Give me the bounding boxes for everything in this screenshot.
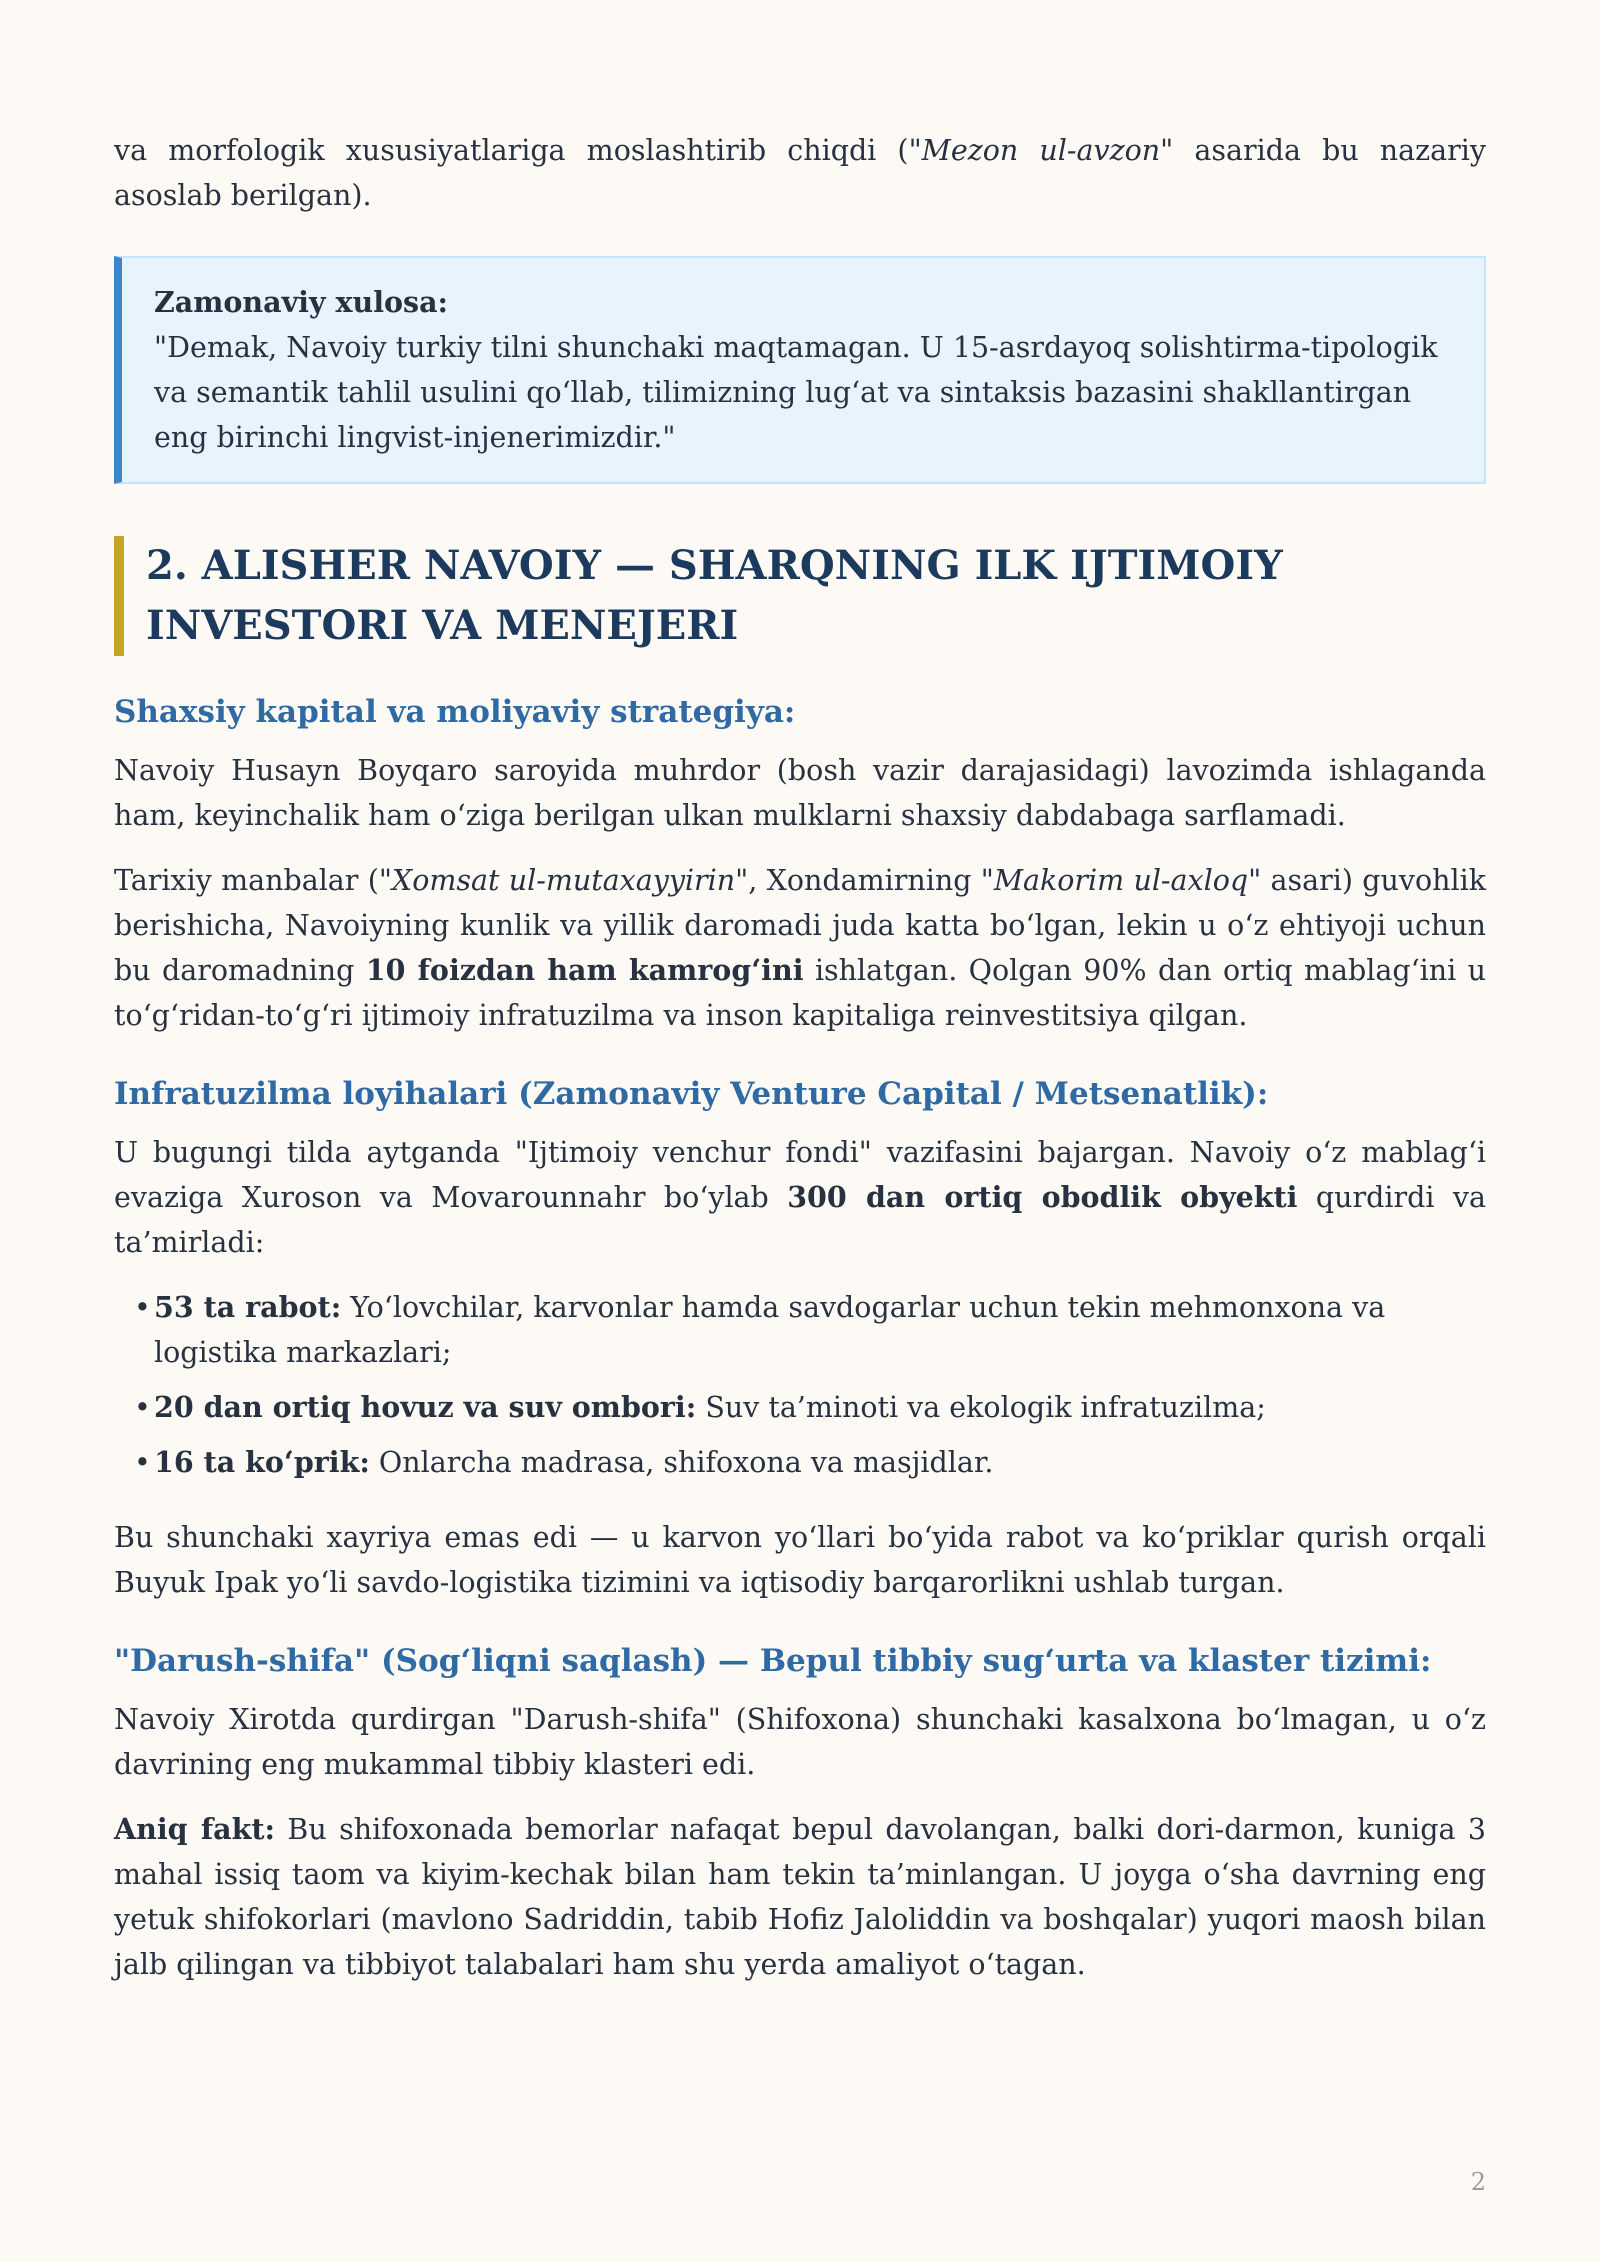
intro-paragraph: va morfologik xususiyatlariga moslashtirib chiqdi ("Mezon ul-avzon" asarida bu nazariy asoslab berilgan).: [114, 134, 1486, 212]
bullet-icon: •: [134, 1391, 151, 1424]
subheading-infrastructure: Infratuzilma loyihalari (Zamonaviy Venture Capital / Metsenatlik):: [114, 1076, 1269, 1112]
page-number: 2: [1470, 2168, 1486, 2196]
section-heading: 2. ALISHER NAVOIY — SHARQNING ILK IJTIMOIY INVESTORI VA MENEJERI: [114, 536, 1486, 656]
conclusion-callout: [114, 256, 1486, 484]
paragraph: Tarixiy manbalar ("Xomsat ul-mutaxayyirin", Xondamirning "Makorim ul-axloq" asari) guvohlik berishicha, Navoiyning kunlik va yillik daromadi juda katta bo‘lgan, lekin u o‘z ehtiyoji uchun bu daromadning 10 foizdan ham kamrog‘ini ishlatgan. Qolgan 90% dan ortiq mablag‘ini u to‘g‘ridan-to‘g‘ri ijtimoiy infratuzilma va inson kapitaliga reinvestitsiya qilgan.: [114, 864, 1486, 1032]
paragraph: Aniq fakt: Bu shifoxonada bemorlar nafaqat bepul davolangan, balki dori-darmon, kuniga 3 mahal issiq taom va kiyim-kechak bilan ham tekin ta’minlangan. U joyga o‘sha davrning eng yetuk shifokorlari (mavlono Sadriddin, tabib Hofiz Jaloliddin va boshqalar) yuqori maosh bilan jalb qilingan va tibbiyot talabalari ham shu yerda amaliyot o‘tagan.: [114, 1812, 1486, 1981]
bullet-icon: •: [134, 1291, 151, 1324]
list-item: • 16 ta ko‘prik: Onlarcha madrasa, shifoxona va masjidlar.: [134, 1440, 1486, 1485]
page-content: [114, 128, 1486, 1987]
list-item: • 20 dan ortiq hovuz va suv ombori: Suv ta’minoti va ekologik infratuzilma;: [134, 1385, 1486, 1430]
paragraph: Navoiy Xirotda qurdirgan "Darush-shifa" (Shifoxona) shunchaki kasalxona bo‘lmagan, u o‘z davrining eng mukammal tibbiy klasteri edi.: [114, 1703, 1486, 1781]
callout-title: Zamonaviy xulosa:: [154, 285, 449, 319]
list-item: • 53 ta rabot: Yo‘lovchilar, karvonlar hamda savdogarlar uchun tekin mehmonxona va logistika markazlari;: [134, 1285, 1486, 1375]
subheading-personal-capital: Shaxsiy kapital va moliyaviy strategiya:: [114, 694, 796, 730]
bullet-icon: •: [134, 1446, 151, 1479]
callout-text: "Demak, Navoiy turkiy tilni shunchaki maqtamagan. U 15-asrdayoq solishtirma-tipologik va semantik tahlil usulini qo‘llab, tilimizning lug‘at va sintaksis bazasini shakllantirgan eng birinchi lingvist-injenerimizdir.": [154, 331, 1438, 454]
infrastructure-list: [114, 1285, 1486, 1485]
paragraph: Navoiy Husayn Boyqaro saroyida muhrdor (bosh vazir darajasidagi) lavozimda ishlaganda ham, keyinchalik ham o‘ziga berilgan ulkan mulklarni shaxsiy dabdabaga sarflamadi.: [114, 754, 1486, 832]
paragraph: U bugungi tilda aytganda "Ijtimoiy venchur fondi" vazifasini bajargan. Navoiy o‘z mablag‘i evaziga Xuroson va Movarounnahr bo‘ylab 300 dan ortiq obodlik obyekti qurdirdi va ta’mirladi:: [114, 1136, 1486, 1259]
subheading-darush-shifa: "Darush-shifa" (Sog‘liqni saqlash) — Bepul tibbiy sug‘urta va klaster tizimi:: [114, 1643, 1432, 1679]
paragraph: Bu shunchaki xayriya emas edi — u karvon yo‘llari bo‘yida rabot va ko‘priklar qurish orqali Buyuk Ipak yo‘li savdo-logistika tizimini va iqtisodiy barqarorlikni ushlab turgan.: [114, 1521, 1486, 1599]
